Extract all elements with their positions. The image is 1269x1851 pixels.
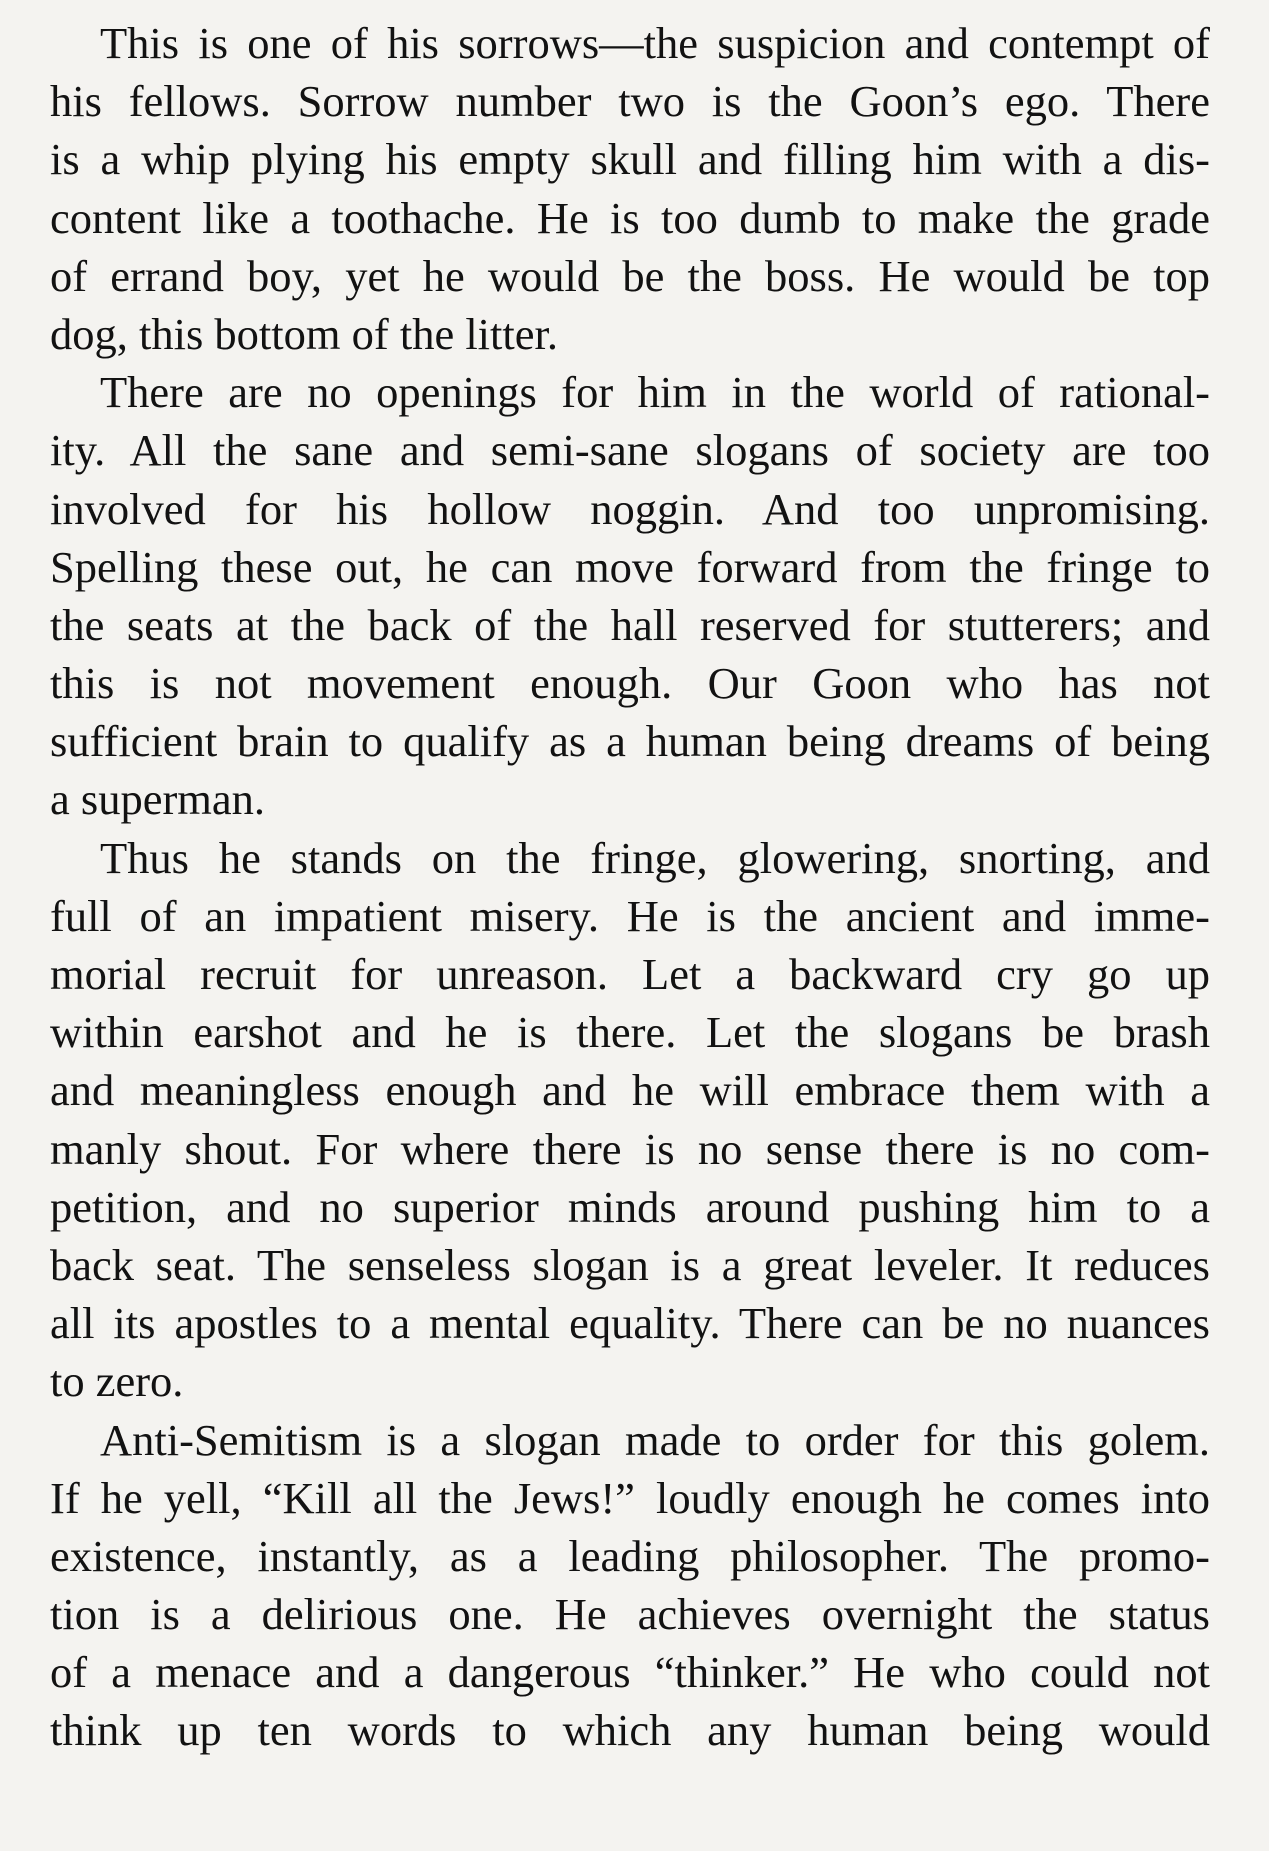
text-line: dog, this bottom of the litter.: [50, 308, 559, 359]
paragraph-4: [50, 1411, 1210, 1760]
text-line: This is one of his sorrows—the suspicion and contempt of: [100, 18, 1210, 68]
text-line: of a menace and a dangerous “thinker.” He who could not: [50, 1647, 1210, 1698]
text-line: all its apostles to a mental equality. There can be no nuances: [50, 1298, 1210, 1349]
text-line: this is not movement enough. Our Goon who has not: [50, 658, 1210, 709]
text-line: Spelling these out, he can move forward from the fringe to: [50, 541, 1210, 592]
paragraph-3: [50, 829, 1210, 1411]
text-line: to zero.: [50, 1356, 184, 1407]
text-line: full of an impatient misery. He is the ancient and imme-: [50, 890, 1210, 941]
text-line: morial recruit for unreason. Let a backward cry go up: [50, 949, 1210, 999]
text-line: ity. All the sane and semi-sane slogans of society are too: [50, 425, 1210, 476]
text-line: the seats at the back of the hall reserved for stutterers; and: [50, 599, 1210, 650]
text-line: is a whip plying his empty skull and filling him with a dis-: [50, 134, 1210, 185]
text-line: manly shout. For where there is no sense there is no com-: [50, 1123, 1210, 1174]
text-line: sufficient brain to qualify as a human being dreams of being: [50, 716, 1210, 767]
paragraph-2: [50, 363, 1210, 829]
text-line: Thus he stands on the fringe, glowering, snorting, and: [100, 832, 1210, 883]
text-line: think up ten words to which any human being would: [50, 1705, 1210, 1756]
text-line: back seat. The senseless slogan is a great leveler. It reduces: [50, 1239, 1210, 1290]
text-line: Anti-Semitism is a slogan made to order for this golem.: [100, 1414, 1210, 1465]
text-line: petition, and no superior minds around pushing him to a: [50, 1181, 1210, 1232]
text-line: existence, instantly, as a leading philosopher. The promo-: [50, 1530, 1210, 1581]
text-line: of errand boy, yet he would be the boss. He would be top: [50, 250, 1210, 301]
paragraph-1: [50, 14, 1210, 363]
text-line: If he yell, “Kill all the Jews!” loudly enough he comes into: [50, 1472, 1210, 1523]
text-line: his fellows. Sorrow number two is the Goon’s ego. There: [50, 76, 1210, 127]
text-line: involved for his hollow noggin. And too unpromising.: [50, 483, 1210, 534]
text-line: within earshot and he is there. Let the slogans be brash: [50, 1007, 1210, 1058]
page-text: [50, 14, 1210, 1760]
text-line: There are no openings for him in the world of rational-: [100, 367, 1210, 418]
text-line: and meaningless enough and he will embrace them with a: [50, 1065, 1210, 1116]
text-line: content like a toothache. He is too dumb to make the grade: [50, 192, 1210, 243]
text-line: a superman.: [50, 774, 266, 825]
text-line: tion is a delirious one. He achieves overnight the status: [50, 1589, 1210, 1640]
